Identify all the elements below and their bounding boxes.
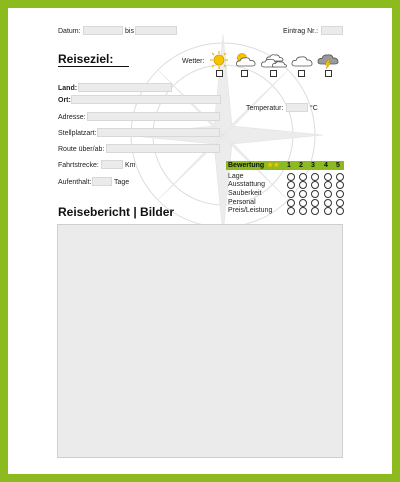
star-icon: ★★ bbox=[267, 162, 280, 169]
storm-icon bbox=[316, 51, 340, 69]
cloudy-icon bbox=[260, 51, 288, 69]
rating-radio[interactable] bbox=[299, 173, 307, 181]
fahrtstrecke-field[interactable] bbox=[101, 160, 123, 169]
rating-radio[interactable] bbox=[336, 199, 344, 207]
ort-field[interactable] bbox=[71, 95, 221, 104]
rating-radio[interactable] bbox=[287, 199, 295, 207]
rating-radio[interactable] bbox=[336, 173, 344, 181]
eintrag-label: Eintrag Nr.: bbox=[283, 28, 319, 35]
datum-from-field[interactable] bbox=[83, 26, 123, 35]
overcast-icon bbox=[290, 51, 314, 69]
datum-to-field[interactable] bbox=[135, 26, 177, 35]
rating-scale-4: 4 bbox=[324, 162, 328, 169]
title-underline bbox=[58, 66, 129, 67]
aufenthalt-field[interactable] bbox=[92, 177, 112, 186]
rating-header-label: Bewertung bbox=[228, 162, 265, 169]
rating-row-label: Ausstattung bbox=[228, 181, 265, 188]
rating-radio[interactable] bbox=[311, 190, 319, 198]
rating-radio[interactable] bbox=[336, 190, 344, 198]
sun-icon bbox=[209, 51, 229, 69]
rating-radio[interactable] bbox=[287, 173, 295, 181]
rating-radio[interactable] bbox=[311, 181, 319, 189]
rating-radio[interactable] bbox=[311, 173, 319, 181]
adresse-label: Adresse: bbox=[58, 114, 86, 121]
rating-scale-5: 5 bbox=[336, 162, 340, 169]
stellplatz-label: Stellplatzart: bbox=[58, 130, 97, 137]
ort-label: Ort: bbox=[58, 97, 71, 104]
rating-header bbox=[226, 161, 344, 170]
rating-radio[interactable] bbox=[287, 207, 295, 215]
rating-radio[interactable] bbox=[299, 190, 307, 198]
rating-row-label: Preis/Leistung bbox=[228, 207, 273, 214]
weather-overcast-checkbox[interactable] bbox=[298, 70, 305, 77]
weather-sun-checkbox[interactable] bbox=[216, 70, 223, 77]
partly-cloudy-icon bbox=[234, 51, 258, 69]
rating-radio[interactable] bbox=[299, 199, 307, 207]
report-title: Reisebericht | Bilder bbox=[58, 205, 175, 219]
fahrtstrecke-label: Fahrtstrecke: bbox=[58, 162, 99, 169]
stellplatz-field[interactable] bbox=[97, 128, 220, 137]
weather-partly-cloudy-checkbox[interactable] bbox=[241, 70, 248, 77]
weather-storm-checkbox[interactable] bbox=[325, 70, 332, 77]
rating-radio[interactable] bbox=[324, 190, 332, 198]
temperatur-label: Temperatur: bbox=[246, 105, 284, 112]
land-field[interactable] bbox=[78, 83, 172, 92]
tage-unit: Tage bbox=[114, 179, 130, 186]
rating-radio[interactable] bbox=[311, 199, 319, 207]
rating-scale-2: 2 bbox=[299, 162, 303, 169]
report-area[interactable] bbox=[57, 224, 343, 458]
temperatur-field[interactable] bbox=[286, 103, 308, 112]
reiseziel-title: Reiseziel: bbox=[58, 52, 114, 66]
wetter-label: Wetter: bbox=[182, 58, 205, 65]
rating-radio[interactable] bbox=[324, 181, 332, 189]
rating-radio[interactable] bbox=[287, 181, 295, 189]
rating-row-label: Personal bbox=[228, 199, 256, 206]
rating-row-label: Lage bbox=[228, 173, 244, 180]
rating-radio[interactable] bbox=[324, 173, 332, 181]
adresse-field[interactable] bbox=[87, 112, 220, 121]
rating-radio[interactable] bbox=[287, 190, 295, 198]
rating-radio[interactable] bbox=[324, 207, 332, 215]
weather-cloudy-checkbox[interactable] bbox=[270, 70, 277, 77]
aufenthalt-label: Aufenthalt: bbox=[58, 179, 92, 186]
datum-label: Datum: bbox=[58, 28, 81, 35]
rating-radio[interactable] bbox=[299, 181, 307, 189]
rating-scale-3: 3 bbox=[311, 162, 315, 169]
eintrag-field[interactable] bbox=[321, 26, 343, 35]
km-unit: Km bbox=[125, 162, 136, 169]
bis-label: bis bbox=[125, 28, 134, 35]
rating-radio[interactable] bbox=[299, 207, 307, 215]
rating-radio[interactable] bbox=[311, 207, 319, 215]
rating-scale-1: 1 bbox=[287, 162, 291, 169]
route-field[interactable] bbox=[106, 144, 220, 153]
rating-radio[interactable] bbox=[336, 207, 344, 215]
land-label: Land: bbox=[58, 85, 78, 92]
rating-radio[interactable] bbox=[336, 181, 344, 189]
rating-radio[interactable] bbox=[324, 199, 332, 207]
route-label: Route über/ab: bbox=[58, 146, 105, 153]
temperatur-unit: °C bbox=[310, 105, 318, 112]
rating-row-label: Sauberkeit bbox=[228, 190, 262, 197]
